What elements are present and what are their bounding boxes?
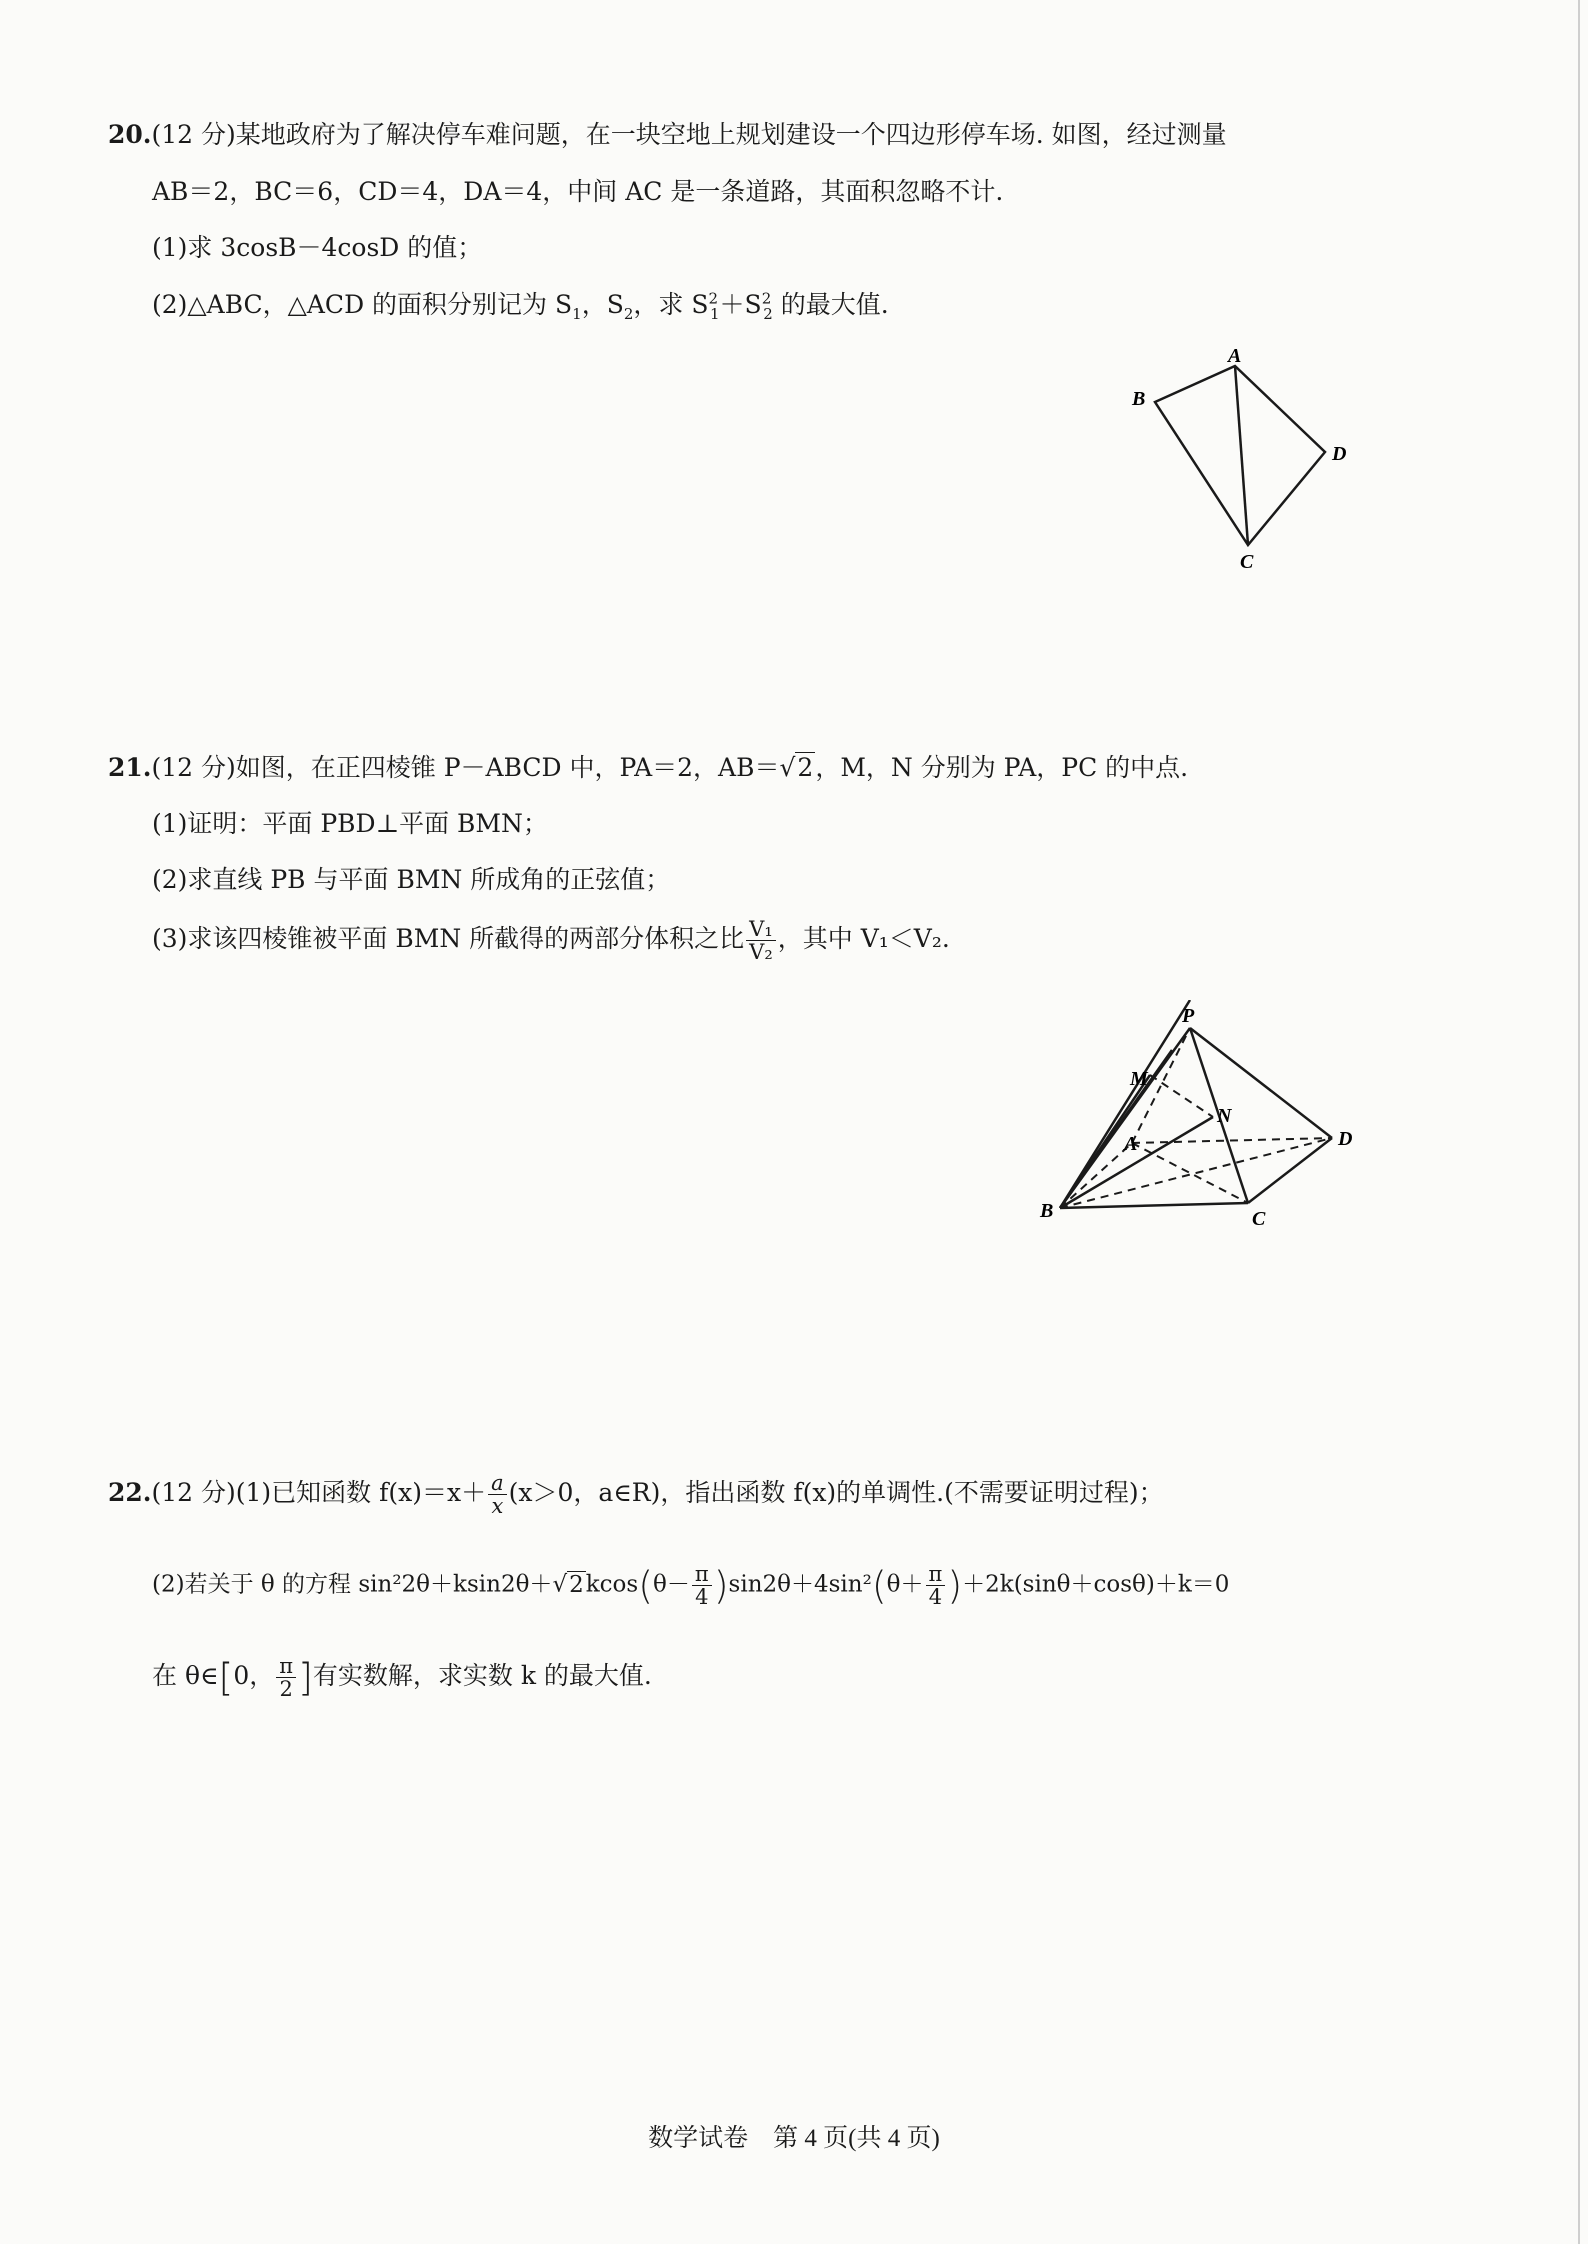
q22-a-over-x: $\frac{a}{x}$ xyxy=(488,1472,507,1517)
q20-line1 xyxy=(108,115,1227,151)
q21-part3: (3)求该四棱锥被平面 BMN 所截得的两部分体积之比 $\frac{\text{V₁}}{\text{V₂}}$ ，其中 V₁＜V₂. xyxy=(152,917,950,965)
q22-part2-equation: (2)若关于 θ 的方程 sin²2θ＋ksin2θ＋√2kcos(θ－ $\frac{\pi}{4}$ )sin2θ＋4sin²(θ＋ $\frac{\pi}{4}$ )＋2k(sinθ＋cosθ)＋k＝0 xyxy=(152,1562,1230,1610)
q20-label-a: A xyxy=(1228,345,1242,367)
page-edge-line xyxy=(1578,0,1580,2244)
q21-hidden-edges xyxy=(1060,1028,1332,1208)
q20-figure xyxy=(1110,340,1370,580)
q22-line1: 22.(12 分)(1)已知函数 f(x)＝x＋ $\frac{a}{x}$ (x＞0，a∈R)，指出函数 f(x)的单调性.(不需要证明过程)； xyxy=(108,1471,1164,1519)
q20-label-c: C xyxy=(1240,551,1254,573)
q20-diagonal-ac xyxy=(1235,366,1248,545)
q21-part2: (2)求直线 PB 与平面 BMN 所成角的正弦值； xyxy=(152,865,671,894)
q22-pi-over-4-b: $\frac{\pi}{4}$ xyxy=(926,1563,946,1608)
q20-part2: (2)△ABC，△ACD 的面积分别记为 $S_1$，$S_2$，求 $S^2_1+S^2_2$ 的最大值. xyxy=(152,289,889,323)
q20-number: 20. xyxy=(108,120,152,149)
q21-label-a: A xyxy=(1124,1133,1138,1155)
q22-pi-over-4-a: $\frac{\pi}{4}$ xyxy=(692,1563,712,1608)
q22-number: 22. xyxy=(108,1478,152,1508)
q21-label-c: C xyxy=(1252,1208,1266,1230)
q20-label-d: D xyxy=(1332,443,1347,465)
q20-text1: (12 分)某地政府为了解决停车难问题，在一块空地上规划建设一个四边形停车场. 如图，经过测量 xyxy=(151,120,1227,149)
q20-line2: AB＝2，BC＝6，CD＝4，DA＝4，中间 AC 是一条道路，其面积忽略不计. xyxy=(152,177,1004,206)
q22-pi-over-2: $\frac{\pi}{2}$ xyxy=(276,1655,296,1700)
q21-label-b: B xyxy=(1040,1200,1054,1222)
q21-figure xyxy=(1030,1000,1370,1240)
q20-label-b: B xyxy=(1132,388,1146,410)
q21-label-n: N xyxy=(1217,1105,1232,1127)
q20-quadrilateral xyxy=(1155,366,1325,545)
q22-part3: 在 θ∈[0， $\frac{\pi}{2}$ ]有实数解，求实数 k 的最大值. xyxy=(152,1654,652,1702)
q21-volume-fraction: $\frac{\text{V₁}}{\text{V₂}}$ xyxy=(746,918,776,963)
q21-part1: (1)证明：平面 PBD⊥平面 BMN； xyxy=(152,809,548,838)
q21-line1: 21.(12 分)如图，在正四棱锥 P－ABCD 中，PA＝2，AB＝√2，M，N 分别为 PA，PC 的中点. xyxy=(108,753,1189,782)
q21-label-p: P xyxy=(1182,1005,1195,1027)
q20-part1: (1)求 3cosB－4cosD 的值； xyxy=(152,233,483,262)
q21-label-d: D xyxy=(1338,1128,1353,1150)
page-footer: 数学试卷 第 4 页(共 4 页) xyxy=(648,2125,940,2152)
q21-number: 21. xyxy=(108,753,152,782)
q21-label-m: M xyxy=(1130,1068,1148,1090)
